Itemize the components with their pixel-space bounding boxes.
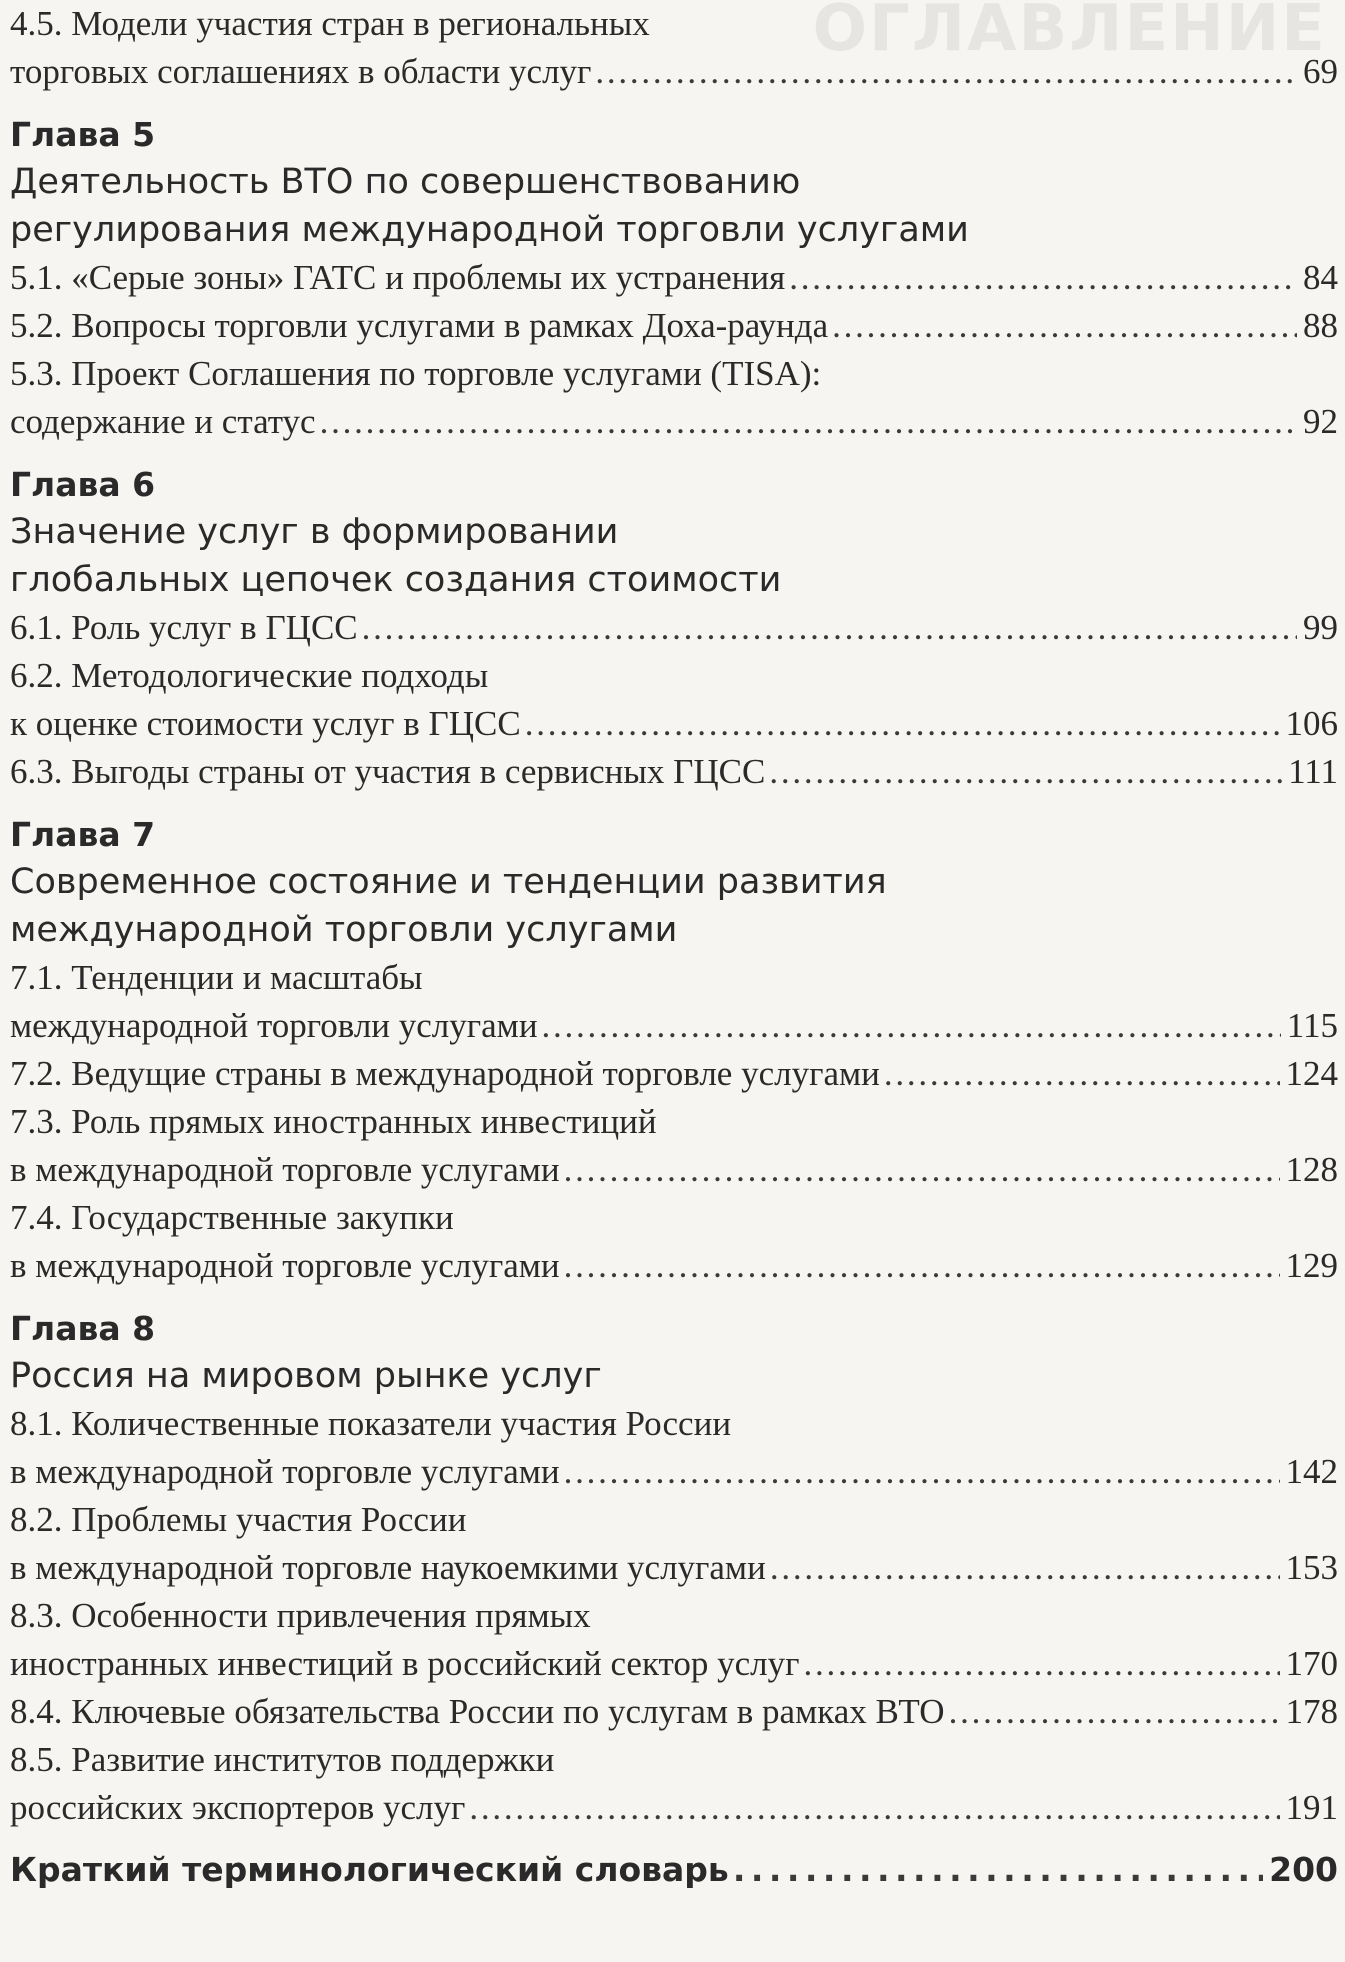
page-number: 115 <box>1286 1006 1338 1045</box>
toc-entry-text: иностранных инвестиций в российский сектор услуг <box>10 1644 800 1683</box>
page-number: 84 <box>1303 258 1338 297</box>
toc-entry-text: 6.2. Методологические подходы <box>10 656 489 695</box>
toc-entry-text: 6.3. Выгоды страны от участия в сервисных ГЦСС <box>10 752 766 791</box>
chapter-title-line: международной торговли услугами <box>10 910 678 950</box>
toc-entry-text: 7.2. Ведущие страны в международной торговле услугами <box>10 1054 880 1093</box>
toc-entry-line <box>10 1736 1338 1784</box>
dot-leader <box>949 1688 1280 1736</box>
toc-entry[interactable] <box>10 700 1338 748</box>
toc-entry-line <box>10 1098 1338 1146</box>
toc-entry-line <box>10 1496 1338 1544</box>
page-number: 191 <box>1285 1788 1338 1827</box>
chapter-title-line: регулирования международной торговли услугами <box>10 210 969 250</box>
toc-entry-text: 7.1. Тенденции и масштабы <box>10 958 423 997</box>
toc-entry[interactable] <box>10 1448 1338 1496</box>
toc-entry[interactable] <box>10 1002 1338 1050</box>
toc-entry-final-line <box>10 48 1338 96</box>
toc-entry-text: 8.2. Проблемы участия России <box>10 1500 467 1539</box>
glossary-entry[interactable] <box>10 1846 1338 1894</box>
page-number: 178 <box>1285 1692 1338 1731</box>
page-number: 170 <box>1285 1644 1338 1683</box>
chapter-section <box>10 110 1338 446</box>
toc-entry[interactable] <box>10 1146 1338 1194</box>
toc-entry-text: торговых соглашениях в области услуг <box>10 52 592 91</box>
chapter-label: Глава 7 <box>10 815 156 854</box>
page-number: 200 <box>1269 1850 1338 1889</box>
toc-entry-text: содержание и статус <box>10 402 316 441</box>
toc-entry-text: 6.1. Роль услуг в ГЦСС <box>10 608 358 647</box>
toc-entry[interactable] <box>10 302 1338 350</box>
page-number: 111 <box>1288 752 1338 791</box>
page-number: 129 <box>1285 1246 1338 1285</box>
dot-leader <box>769 748 1282 796</box>
dot-leader <box>564 1242 1280 1290</box>
toc-entry-text: 5.1. «Серые зоны» ГАТС и проблемы их устранения <box>10 258 786 297</box>
toc-entry-text: к оценке стоимости услуг в ГЦСС <box>10 704 521 743</box>
toc-entry[interactable] <box>10 1784 1338 1832</box>
toc-entry-line <box>10 350 1338 398</box>
dot-leader <box>320 398 1297 446</box>
dot-leader <box>733 1846 1263 1894</box>
toc-entry-line <box>10 954 1338 1002</box>
toc-entry-text: 7.4. Государственные закупки <box>10 1198 454 1237</box>
toc-entry-line <box>10 1194 1338 1242</box>
toc-entry[interactable] <box>10 1640 1338 1688</box>
toc-entry-text: в международной торговле услугами <box>10 1150 560 1189</box>
toc-entry-text: 7.3. Роль прямых иностранных инвестиций <box>10 1102 657 1141</box>
page-number: 142 <box>1285 1452 1338 1491</box>
dot-leader <box>789 254 1297 302</box>
toc-entry-line <box>10 652 1338 700</box>
dot-leader <box>884 1050 1280 1098</box>
page-number: 153 <box>1285 1548 1338 1587</box>
toc-entry-text: в международной торговле наукоемкими услугами <box>10 1548 766 1587</box>
toc-entry-text: 8.4. Ключевые обязательства России по услугам в рамках ВТО <box>10 1692 945 1731</box>
chapter-title-line: Россия на мировом рынке услуг <box>10 1356 602 1396</box>
toc-entry-text: 8.1. Количественные показатели участия России <box>10 1404 732 1443</box>
table-of-contents <box>10 0 1338 1894</box>
toc-entry[interactable] <box>10 254 1338 302</box>
toc-entry-text: 8.5. Развитие институтов поддержки <box>10 1740 555 1779</box>
dot-leader <box>362 604 1297 652</box>
toc-entry[interactable] <box>10 604 1338 652</box>
page-number: 92 <box>1303 402 1338 441</box>
dot-leader <box>564 1146 1280 1194</box>
dot-leader <box>469 1784 1279 1832</box>
page-number: 99 <box>1303 608 1338 647</box>
toc-entry[interactable] <box>10 1050 1338 1098</box>
chapter-section <box>10 1304 1338 1832</box>
chapter-title-line: Деятельность ВТО по совершенствованию <box>10 162 801 202</box>
toc-entry-text: 4.5. Модели участия стран в региональных <box>10 4 650 43</box>
dot-leader <box>542 1002 1281 1050</box>
toc-entry[interactable] <box>10 1688 1338 1736</box>
glossary-label: Краткий терминологический словарь <box>10 1850 729 1889</box>
toc-entry-text: в международной торговле услугами <box>10 1246 560 1285</box>
chapter-title-line: Современное состояние и тенденции развития <box>10 862 887 902</box>
chapter-title-line: глобальных цепочек создания стоимости <box>10 560 782 600</box>
page-number: 106 <box>1285 704 1338 743</box>
toc-entry-text: 5.2. Вопросы торговли услугами в рамках Доха-раунда <box>10 306 829 345</box>
toc-entry-text: 8.3. Особенности привлечения прямых <box>10 1596 591 1635</box>
dot-leader <box>595 48 1297 96</box>
chapter-label: Глава 5 <box>10 115 156 154</box>
toc-entry-text: международной торговли услугами <box>10 1006 538 1045</box>
page-number: 128 <box>1285 1150 1338 1189</box>
dot-leader <box>564 1448 1280 1496</box>
toc-entry[interactable] <box>10 1242 1338 1290</box>
dot-leader <box>803 1640 1279 1688</box>
toc-entry-text: российских экспортеров услуг <box>10 1788 466 1827</box>
chapter-label: Глава 6 <box>10 465 156 504</box>
dot-leader <box>770 1544 1280 1592</box>
toc-entry-line <box>10 1400 1338 1448</box>
toc-entry[interactable] <box>10 1544 1338 1592</box>
page-number: 124 <box>1285 1054 1338 1093</box>
toc-entry-line <box>10 1592 1338 1640</box>
toc-entry-line <box>10 0 1338 48</box>
page-number: 88 <box>1303 306 1338 345</box>
chapter-title-line: Значение услуг в формировании <box>10 512 619 552</box>
faint-heading: ОГЛАВЛЕНИЕ <box>812 0 1327 66</box>
chapter-label: Глава 8 <box>10 1309 156 1348</box>
chapters-container <box>10 110 1338 1832</box>
toc-entry-text: 5.3. Проект Соглашения по торговле услугами (TISA): <box>10 354 822 393</box>
chapter-section <box>10 810 1338 1290</box>
dot-leader <box>832 302 1297 350</box>
toc-entry[interactable] <box>10 748 1338 796</box>
toc-entry-text: в международной торговле услугами <box>10 1452 560 1491</box>
toc-entry[interactable] <box>10 398 1338 446</box>
page-number: 69 <box>1303 52 1338 91</box>
dot-leader <box>525 700 1280 748</box>
chapter-section <box>10 460 1338 796</box>
